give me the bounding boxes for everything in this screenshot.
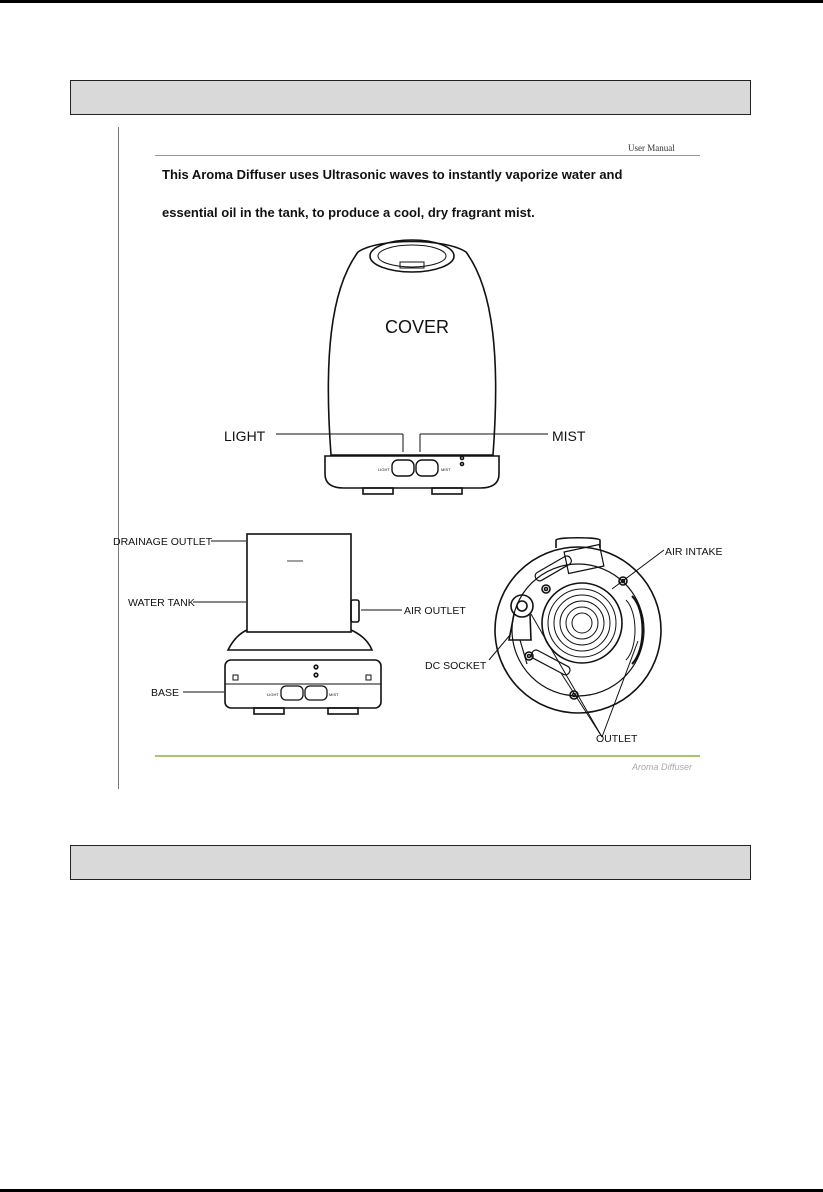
dc-socket-label: DC SOCKET: [425, 660, 487, 672]
water-tank-label: WATER TANK: [128, 597, 195, 609]
parts-button-light-text: LIGHT: [267, 692, 279, 697]
front-mist-button: [416, 460, 438, 476]
front-light-button: [392, 460, 414, 476]
dc-socket-shape: [511, 595, 533, 617]
cover-label: COVER: [385, 317, 450, 337]
water-tank-shape: [247, 534, 351, 632]
outlet-label: OUTLET: [596, 733, 638, 745]
drainage-outlet-label: DRAINAGE OUTLET: [113, 536, 213, 548]
intro-text-line-1: This Aroma Diffuser uses Ultrasonic waves to instantly vaporize water and: [162, 167, 623, 182]
base-label: BASE: [151, 687, 180, 699]
front-button-light-text: LIGHT: [378, 467, 390, 472]
air-intake-label: AIR INTAKE: [665, 546, 723, 558]
mist-label: MIST: [552, 428, 586, 444]
light-label: LIGHT: [224, 428, 266, 444]
cover-body: [328, 242, 495, 456]
parts-light-button: [281, 686, 303, 700]
diffuser-bottom-view: [489, 538, 664, 737]
section-header-bar-2: [70, 845, 751, 880]
front-button-mist-text: MIST: [441, 467, 451, 472]
footer-rule: [155, 755, 700, 757]
air-outlet-label: AIR OUTLET: [404, 605, 466, 617]
footer-label: Aroma Diffuser: [632, 762, 693, 772]
manual-header-label: User Manual: [628, 143, 675, 153]
diffuser-parts-view: [183, 534, 402, 714]
parts-mist-button: [305, 686, 327, 700]
diffuser-front-view: [276, 240, 548, 494]
intro-text-line-2: essential oil in the tank, to produce a cool, dry fragrant mist.: [162, 205, 535, 220]
parts-button-mist-text: MIST: [329, 692, 339, 697]
